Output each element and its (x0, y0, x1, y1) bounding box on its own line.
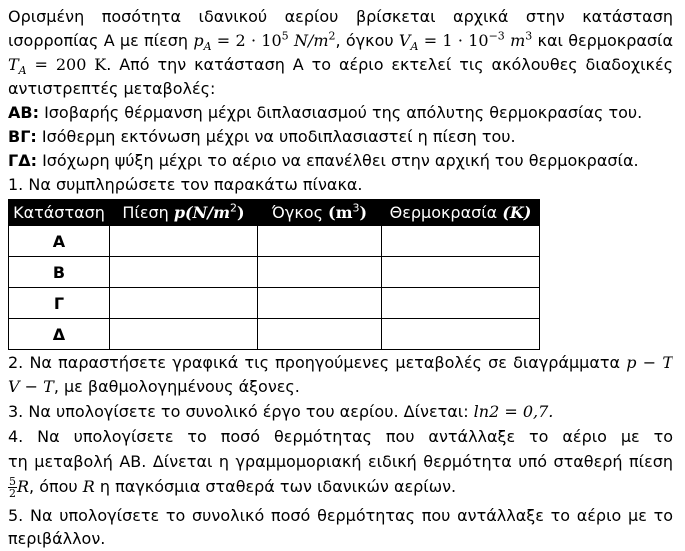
question-text: 3. Να υπολογίσετε το συνολικό έργο του αερίου. Δίνεται: (8, 402, 469, 421)
volume-symbol: $V_A$ (398, 31, 419, 52)
state-table (8, 199, 540, 350)
header-state: Κατάσταση (9, 200, 110, 226)
intro-text: , όγκου (335, 31, 394, 50)
question-5-line-1 (8, 505, 673, 527)
question-text: 2. Να παραστήσετε γραφικά τις προηγούμενες μεταβολές σε διαγράμματα (8, 353, 621, 372)
table-row (9, 226, 540, 257)
temperature-cell[interactable] (382, 257, 540, 288)
step-text: Ισοβαρής θέρμανση μέχρι διπλασιασμού της απόλυτης θερμοκρασίας του. (38, 103, 643, 122)
table-header-row (9, 200, 540, 226)
question-4-line-1 (8, 426, 673, 448)
step-ab (8, 102, 642, 124)
question-text: περιβάλλον. (8, 529, 106, 548)
question-1 (8, 174, 363, 196)
fraction-five-halves: $\frac{5}{2}$ (9, 475, 16, 500)
temperature-value: = 200 K (26, 55, 107, 74)
step-gd (8, 150, 639, 172)
temperature-cell[interactable] (382, 319, 540, 350)
volume-value: = $1 \cdot 10^{-3}$ $m^3$ (418, 30, 533, 50)
header-pressure: Πίεση $p(N/m^2)$ (110, 200, 258, 226)
header-volume: Όγκος $(m^3)$ (258, 200, 382, 226)
step-text: Ισόχωρη ψύξη μέχρι το αέριο να επανέλθει στην αρχική του θερμοκρασία. (36, 151, 639, 170)
intro-text: Ορισμένη ποσότητα ιδανικού αερίου βρίσκεται αρχικά στην κατάσταση (8, 7, 673, 26)
volume-cell[interactable] (258, 257, 382, 288)
intro-text: . Από την κατάσταση Α το αέριο εκτελεί τις ακόλουθες διαδοχικές (106, 55, 673, 74)
intro-text: αντιστρεπτές μεταβολές: (8, 79, 216, 98)
step-label: ΓΔ: (8, 151, 37, 170)
step-bg (8, 126, 516, 148)
table-row (9, 319, 540, 350)
header-temperature: Θερμοκρασία (K) (382, 200, 540, 226)
given-value: ln2 = 0,7. (473, 402, 554, 421)
intro-line-1 (8, 6, 673, 28)
state-cell: Β (9, 257, 110, 288)
question-5-line-2 (8, 528, 105, 550)
intro-line-2 (8, 30, 673, 52)
question-3 (8, 401, 553, 423)
temperature-cell[interactable] (382, 226, 540, 257)
state-cell: Γ (9, 288, 110, 319)
pressure-cell[interactable] (110, 257, 258, 288)
question-text: 1. Να συμπληρώσετε τον παρακάτω πίνακα. (8, 175, 363, 194)
gas-constant-symbol: R (82, 477, 95, 496)
pressure-cell[interactable] (110, 288, 258, 319)
table-row (9, 257, 540, 288)
pressure-cell[interactable] (110, 226, 258, 257)
intro-text: και θερμοκρασία (537, 31, 673, 50)
table-row (9, 288, 540, 319)
question-text: 5. Να υπολογίσετε το συνολικό ποσό θερμότητας που αντάλλαξε το αέριο με το (8, 506, 673, 525)
question-2-line-2 (8, 376, 300, 398)
intro-text: ισορροπίας Α με πίεση (8, 31, 189, 50)
vt-diagram-label: V − T (8, 377, 54, 396)
gas-constant-symbol: R (17, 477, 30, 496)
question-text: , με βαθμολογημένους άξονες. (53, 377, 300, 396)
step-label: ΒΓ: (8, 127, 37, 146)
question-text: , όπου (29, 477, 78, 496)
pressure-value: = $2 \cdot 10^5$ $N/m^2$ (211, 30, 336, 50)
question-text: τη μεταβολή ΑΒ. Δίνεται η γραμμομοριακή ειδική θερμότητα υπό σταθερή πίεση (8, 452, 673, 471)
question-4-line-2 (8, 451, 673, 473)
volume-cell[interactable] (258, 288, 382, 319)
step-text: Ισόθερμη εκτόνωση μέχρι να υποδιπλασιαστεί η πίεση του. (36, 127, 516, 146)
temperature-cell[interactable] (382, 288, 540, 319)
question-4-line-3 (8, 476, 456, 499)
volume-cell[interactable] (258, 226, 382, 257)
pressure-cell[interactable] (110, 319, 258, 350)
intro-line-4 (8, 78, 215, 100)
state-cell: Α (9, 226, 110, 257)
temperature-symbol: $T_A$ (8, 55, 27, 76)
intro-line-3 (8, 54, 673, 76)
pt-diagram-label: p − T (626, 353, 673, 372)
step-label: ΑΒ: (8, 103, 39, 122)
state-cell: Δ (9, 319, 110, 350)
question-text: η παγκόσμια σταθερά των ιδανικών αερίων. (99, 477, 457, 496)
pressure-symbol: $p_A$ (193, 31, 212, 52)
volume-cell[interactable] (258, 319, 382, 350)
question-2-line-1 (8, 352, 673, 374)
question-text: 4. Να υπολογίσετε το ποσό θερμότητας που αντάλλαξε το αέριο με το (8, 427, 673, 446)
